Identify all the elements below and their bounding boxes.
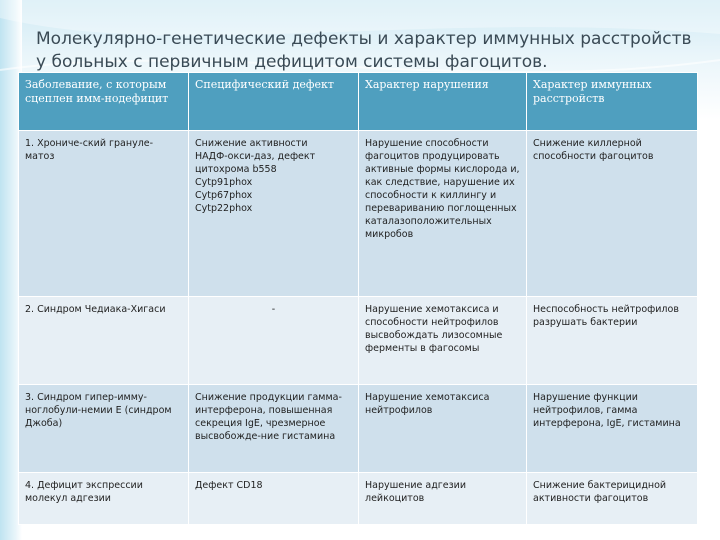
defect-line: Cytp91phox — [195, 177, 253, 188]
table-header-row — [19, 73, 698, 131]
defects-table-container — [18, 72, 697, 525]
header-specific-defect: Специфический дефект — [189, 73, 359, 131]
defects-table — [18, 72, 698, 525]
table-row — [19, 473, 698, 525]
cell-disorder-nature: Нарушение адгезии лейкоцитов — [359, 473, 527, 525]
header-immune-disorders: Характер иммунных расстройств — [527, 73, 698, 131]
cell-immune-disorders: Нарушение функции нейтрофилов, гамма интерферона, IgE, гистамина — [527, 385, 698, 473]
cell-immune-disorders: Неспособность нейтрофилов разрушать бактерии — [527, 297, 698, 385]
slide-title: Молекулярно-генетические дефекты и характер иммунных расстройств у больных с первичным дефицитом системы фагоцитов. — [36, 29, 692, 72]
defect-line: Снижение активности — [195, 138, 308, 149]
header-disorder-nature: Характер нарушения — [359, 73, 527, 131]
cell-disease: 2. Синдром Чедиака-Хигаси — [19, 297, 189, 385]
defect-line: Cytp22phox — [195, 203, 253, 214]
cell-disease: 3. Синдром гипер-имму-ноглобули-немии E (синдром Джоба) — [19, 385, 189, 473]
cell-disorder-nature: Нарушение способности фагоцитов продуцировать активные формы кислорода и, как следствие, нарушение их способности к киллингу и перевариванию поглощенных каталазоположительных микробов — [359, 131, 527, 297]
header-disease: Заболевание, с которым сцеплен имм-нодефицит — [19, 73, 189, 131]
cell-specific-defect: - — [189, 297, 359, 385]
cell-specific-defect: Дефект CD18 — [189, 473, 359, 525]
cell-specific-defect — [189, 131, 359, 297]
cell-disorder-nature: Нарушение хемотаксиса нейтрофилов — [359, 385, 527, 473]
defect-line: Cytp67phox — [195, 190, 253, 201]
cell-disease: 1. Хрониче-ский грануле-матоз — [19, 131, 189, 297]
cell-disease: 4. Дефицит экспрессии молекул адгезии — [19, 473, 189, 525]
table-row — [19, 131, 698, 297]
table-row — [19, 385, 698, 473]
cell-disorder-nature: Нарушение хемотаксиса и способности нейтрофилов высвобождать лизосомные ферменты в фагосомы — [359, 297, 527, 385]
cell-specific-defect: Снижение продукции гамма-интерферона, повышенная секреция IgE, чрезмерное высвобожде-ние гистамина — [189, 385, 359, 473]
cell-immune-disorders: Снижение киллерной способности фагоцитов — [527, 131, 698, 297]
table-row — [19, 297, 698, 385]
defect-line: цитохрома b558 — [195, 164, 277, 175]
cell-immune-disorders: Снижение бактерицидной активности фагоцитов — [527, 473, 698, 525]
defect-line: НАДФ-окси-даз, дефект — [195, 151, 316, 162]
